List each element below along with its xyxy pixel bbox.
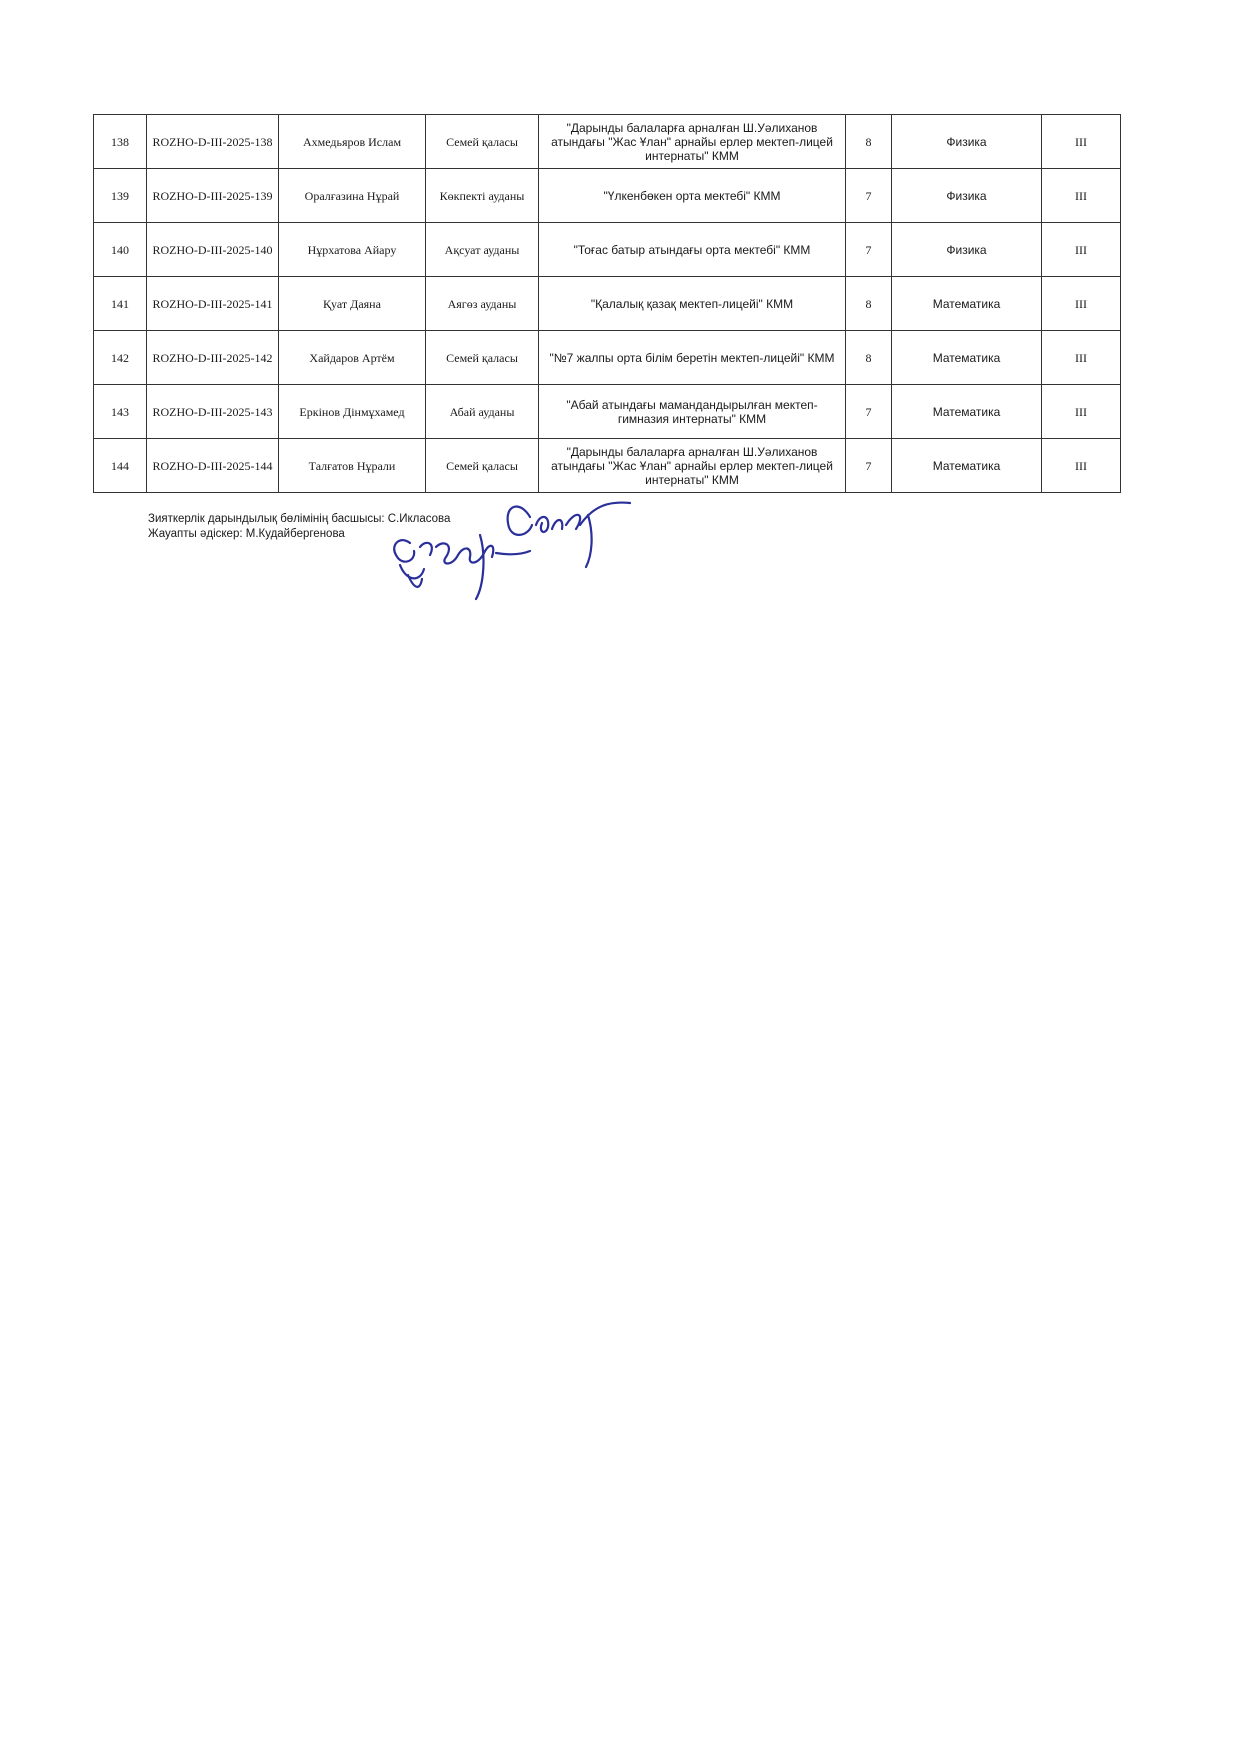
district-cell: Семей қаласы <box>426 115 539 169</box>
student-name-cell: Қуат Даяна <box>279 277 426 331</box>
award-degree-cell: III <box>1042 169 1121 223</box>
school-name-cell: "Тоғас батыр атындағы орта мектебі" КММ <box>539 223 846 277</box>
registration-code-cell: ROZHO-D-III-2025-138 <box>147 115 279 169</box>
award-degree-cell: III <box>1042 385 1121 439</box>
award-degree-cell: III <box>1042 439 1121 493</box>
grade-cell: 8 <box>846 331 892 385</box>
school-name-cell: "Дарынды балаларға арналған Ш.Уәлиханов атындағы "Жас Ұлан" арнайы ерлер мектеп-лицей интернаты" КММ <box>539 115 846 169</box>
signature-lower-stroke <box>394 535 530 599</box>
table-row <box>94 439 1121 493</box>
subject-cell: Математика <box>892 277 1042 331</box>
award-degree-cell: III <box>1042 277 1121 331</box>
department-head-line: Зияткерлік дарындылық бөлімінің басшысы: С.Икласова <box>148 513 451 525</box>
grade-cell: 7 <box>846 169 892 223</box>
student-name-cell: Ахмедьяров Ислам <box>279 115 426 169</box>
school-name-cell: "№7 жалпы орта білім беретін мектеп-лицейі" КММ <box>539 331 846 385</box>
student-name-cell: Талғатов Нұрали <box>279 439 426 493</box>
student-name-cell: Хайдаров Артём <box>279 331 426 385</box>
row-number-cell: 142 <box>94 331 147 385</box>
student-name-cell: Еркінов Дінмұхамед <box>279 385 426 439</box>
school-name-cell: "Абай атындағы мамандандырылған мектеп- гимназия интернаты" КММ <box>539 385 846 439</box>
table-row <box>94 223 1121 277</box>
subject-cell: Физика <box>892 223 1042 277</box>
responsible-methodist-line: Жауапты әдіскер: М.Кудайбергенова <box>148 528 345 540</box>
row-number-cell: 143 <box>94 385 147 439</box>
table-row <box>94 277 1121 331</box>
table-row <box>94 385 1121 439</box>
student-name-cell: Оралғазина Нұрай <box>279 169 426 223</box>
subject-cell: Математика <box>892 439 1042 493</box>
award-degree-cell: III <box>1042 115 1121 169</box>
grade-cell: 8 <box>846 277 892 331</box>
signature-upper-stroke <box>508 503 630 567</box>
subject-cell: Физика <box>892 169 1042 223</box>
grade-cell: 7 <box>846 223 892 277</box>
school-name-cell: "Дарынды балаларға арналған Ш.Уәлиханов атындағы "Жас Ұлан" арнайы ерлер мектеп-лицей интернаты" КММ <box>539 439 846 493</box>
district-cell: Көкпекті ауданы <box>426 169 539 223</box>
district-cell: Семей қаласы <box>426 439 539 493</box>
registration-code-cell: ROZHO-D-III-2025-143 <box>147 385 279 439</box>
registration-code-cell: ROZHO-D-III-2025-141 <box>147 277 279 331</box>
grade-cell: 7 <box>846 439 892 493</box>
grade-cell: 8 <box>846 115 892 169</box>
registration-code-cell: ROZHO-D-III-2025-142 <box>147 331 279 385</box>
results-table-body <box>94 115 1121 493</box>
district-cell: Ақсуат ауданы <box>426 223 539 277</box>
student-name-cell: Нұрхатова Айару <box>279 223 426 277</box>
table-row <box>94 331 1121 385</box>
results-table <box>93 114 1121 493</box>
row-number-cell: 139 <box>94 169 147 223</box>
grade-cell: 7 <box>846 385 892 439</box>
row-number-cell: 141 <box>94 277 147 331</box>
district-cell: Аягөз ауданы <box>426 277 539 331</box>
table-row <box>94 115 1121 169</box>
award-degree-cell: III <box>1042 331 1121 385</box>
row-number-cell: 138 <box>94 115 147 169</box>
school-name-cell: "Үлкенбөкен орта мектебі" КММ <box>539 169 846 223</box>
row-number-cell: 140 <box>94 223 147 277</box>
table-row <box>94 169 1121 223</box>
subject-cell: Математика <box>892 331 1042 385</box>
registration-code-cell: ROZHO-D-III-2025-140 <box>147 223 279 277</box>
district-cell: Семей қаласы <box>426 331 539 385</box>
school-name-cell: "Қалалық қазақ мектеп-лицейі" КММ <box>539 277 846 331</box>
row-number-cell: 144 <box>94 439 147 493</box>
subject-cell: Математика <box>892 385 1042 439</box>
registration-code-cell: ROZHO-D-III-2025-139 <box>147 169 279 223</box>
award-degree-cell: III <box>1042 223 1121 277</box>
subject-cell: Физика <box>892 115 1042 169</box>
handwritten-signature <box>380 495 650 605</box>
district-cell: Абай ауданы <box>426 385 539 439</box>
registration-code-cell: ROZHO-D-III-2025-144 <box>147 439 279 493</box>
